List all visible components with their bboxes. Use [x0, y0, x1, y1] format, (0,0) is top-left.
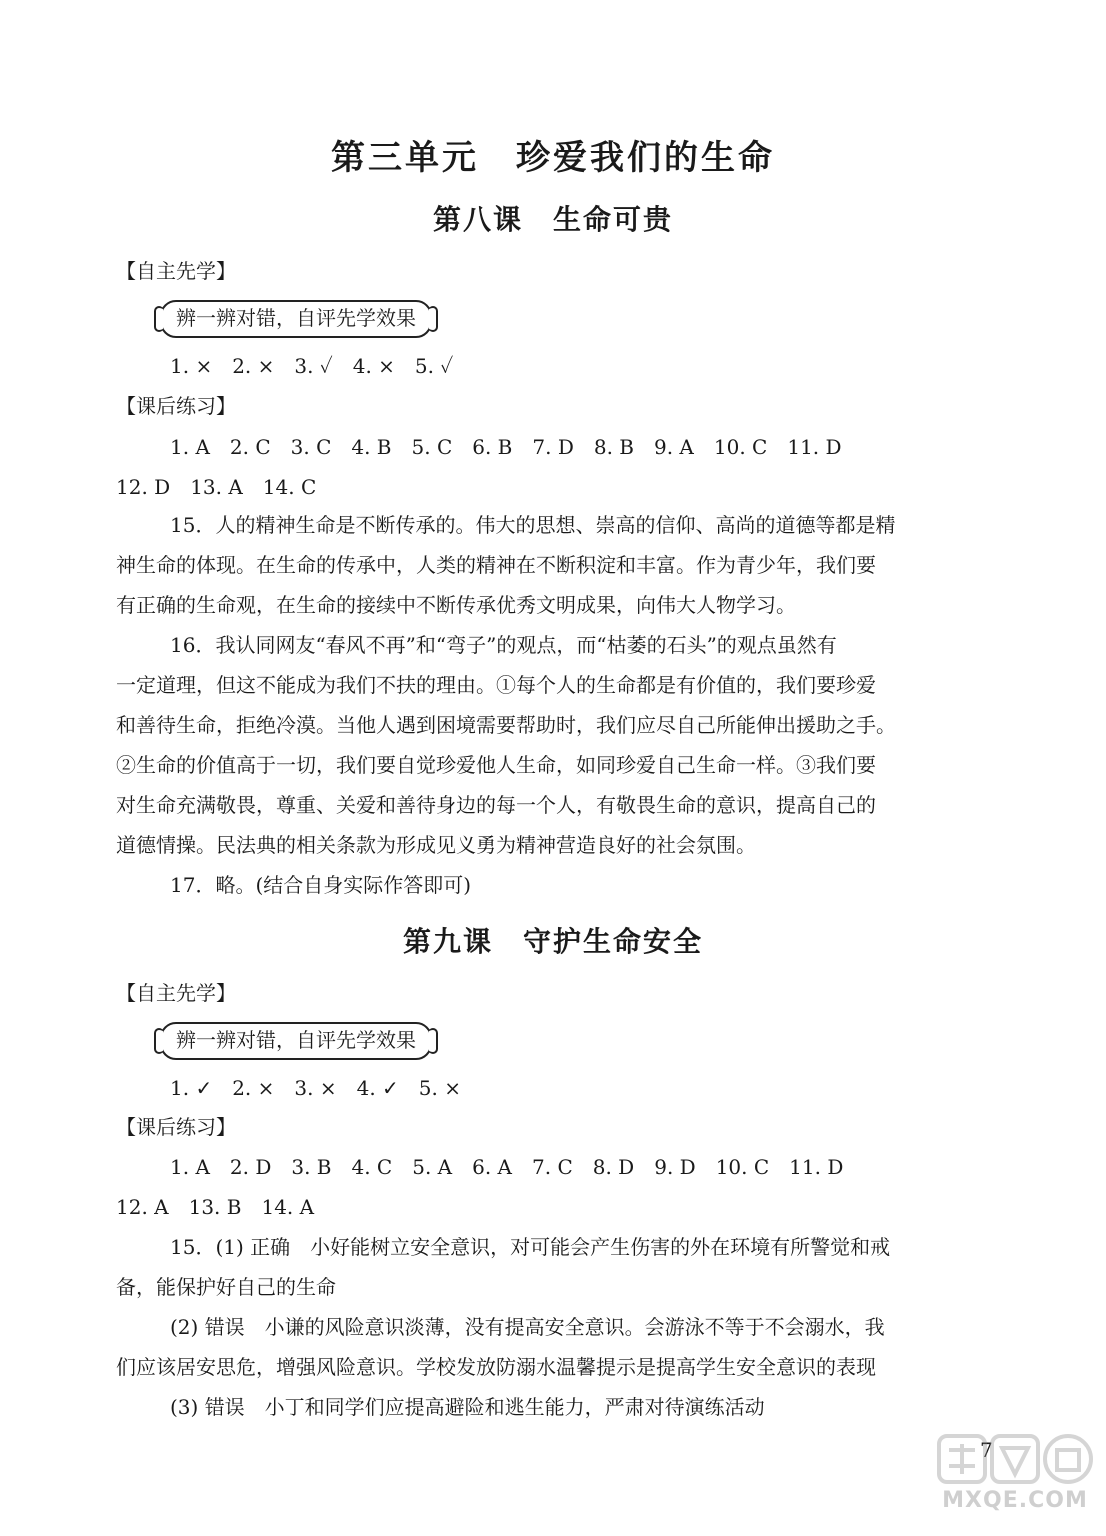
lesson-9-title: 第九课 守护生命安全: [402, 925, 703, 958]
answer-15-line: (3) 错误 小丁和同学们应提高避险和逃生能力，严肃对待演练活动: [170, 1395, 765, 1419]
self-check-banner: 辨一辨对错，自评先学效果: [160, 1022, 432, 1060]
answer-15-line: 15．人的精神生命是不断传承的。伟大的思想、崇高的信仰、高尚的道德等都是精: [170, 513, 896, 537]
answer-16-line: 道德情操。民法典的相关条款为形成见义勇为精神营造良好的社会氛围。: [116, 833, 756, 857]
lesson-8-title: 第八课 生命可贵: [432, 203, 673, 236]
answer-16-line: 16．我认同网友“春风不再”和“弯子”的观点，而“枯萎的石头”的观点虽然有: [170, 633, 837, 657]
watermark-icon: [935, 1430, 1095, 1490]
true-false-answers: 1. ✓ 2. × 3. × 4. ✓ 5. ×: [170, 1076, 461, 1100]
self-study-label: 【自主先学】: [116, 259, 236, 283]
answer-15-line: 15．(1) 正确 小好能树立安全意识，对可能会产生伤害的外在环境有所警觉和戒: [170, 1235, 891, 1259]
multiple-choice-answers: 1. A 2. D 3. B 4. C 5. A 6. A 7. C 8. D 9. D 10. C 11. D: [170, 1155, 844, 1179]
true-false-answers: 1. × 2. × 3. ✓ 4. × 5. ✓: [170, 354, 454, 378]
answer-16-line: ②生命的价值高于一切，我们要自觉珍爱他人生命，如同珍爱自己生命一样。③我们要: [116, 753, 876, 777]
multiple-choice-answers-cont: 12. A 13. B 14. A: [116, 1195, 315, 1219]
practice-label: 【课后练习】: [116, 394, 236, 418]
watermark-logo: [935, 1430, 1095, 1520]
self-study-label: 【自主先学】: [116, 981, 236, 1005]
page-number: 7: [980, 1438, 993, 1462]
self-check-banner: 辨一辨对错，自评先学效果: [160, 300, 432, 338]
answer-17: 17．略。(结合自身实际作答即可): [170, 873, 472, 897]
answer-15-line: 神生命的体现。在生命的传承中，人类的精神在不断积淀和丰富。作为青少年，我们要: [116, 553, 876, 577]
answer-16-line: 一定道理，但这不能成为我们不扶的理由。①每个人的生命都是有价值的，我们要珍爱: [116, 673, 876, 697]
unit-title: 第三单元 珍爱我们的生命: [331, 138, 775, 178]
answer-15-line: (2) 错误 小谦的风险意识淡薄，没有提高安全意识。会游泳不等于不会溺水，我: [170, 1315, 885, 1339]
answer-15-line: 有正确的生命观，在生命的接续中不断传承优秀文明成果，向伟大人物学习。: [116, 593, 796, 617]
answer-15-line: 们应该居安思危，增强风险意识。学校发放防溺水温馨提示是提高学生安全意识的表现: [116, 1355, 876, 1379]
multiple-choice-answers: 1. A 2. C 3. C 4. B 5. C 6. B 7. D 8. B 9. A 10. C 11. D: [170, 435, 842, 459]
multiple-choice-answers-cont: 12. D 13. A 14. C: [116, 475, 317, 499]
answer-15-line: 备，能保护好自己的生命: [116, 1275, 336, 1299]
answer-16-line: 和善待生命，拒绝冷漠。当他人遇到困境需要帮助时，我们应尽自己所能伸出援助之手。: [116, 713, 896, 737]
answer-16-line: 对生命充满敬畏，尊重、关爱和善待身边的每一个人，有敬畏生命的意识，提高自己的: [116, 793, 876, 817]
practice-label: 【课后练习】: [116, 1115, 236, 1139]
watermark-text: MXQE.COM: [942, 1488, 1088, 1513]
